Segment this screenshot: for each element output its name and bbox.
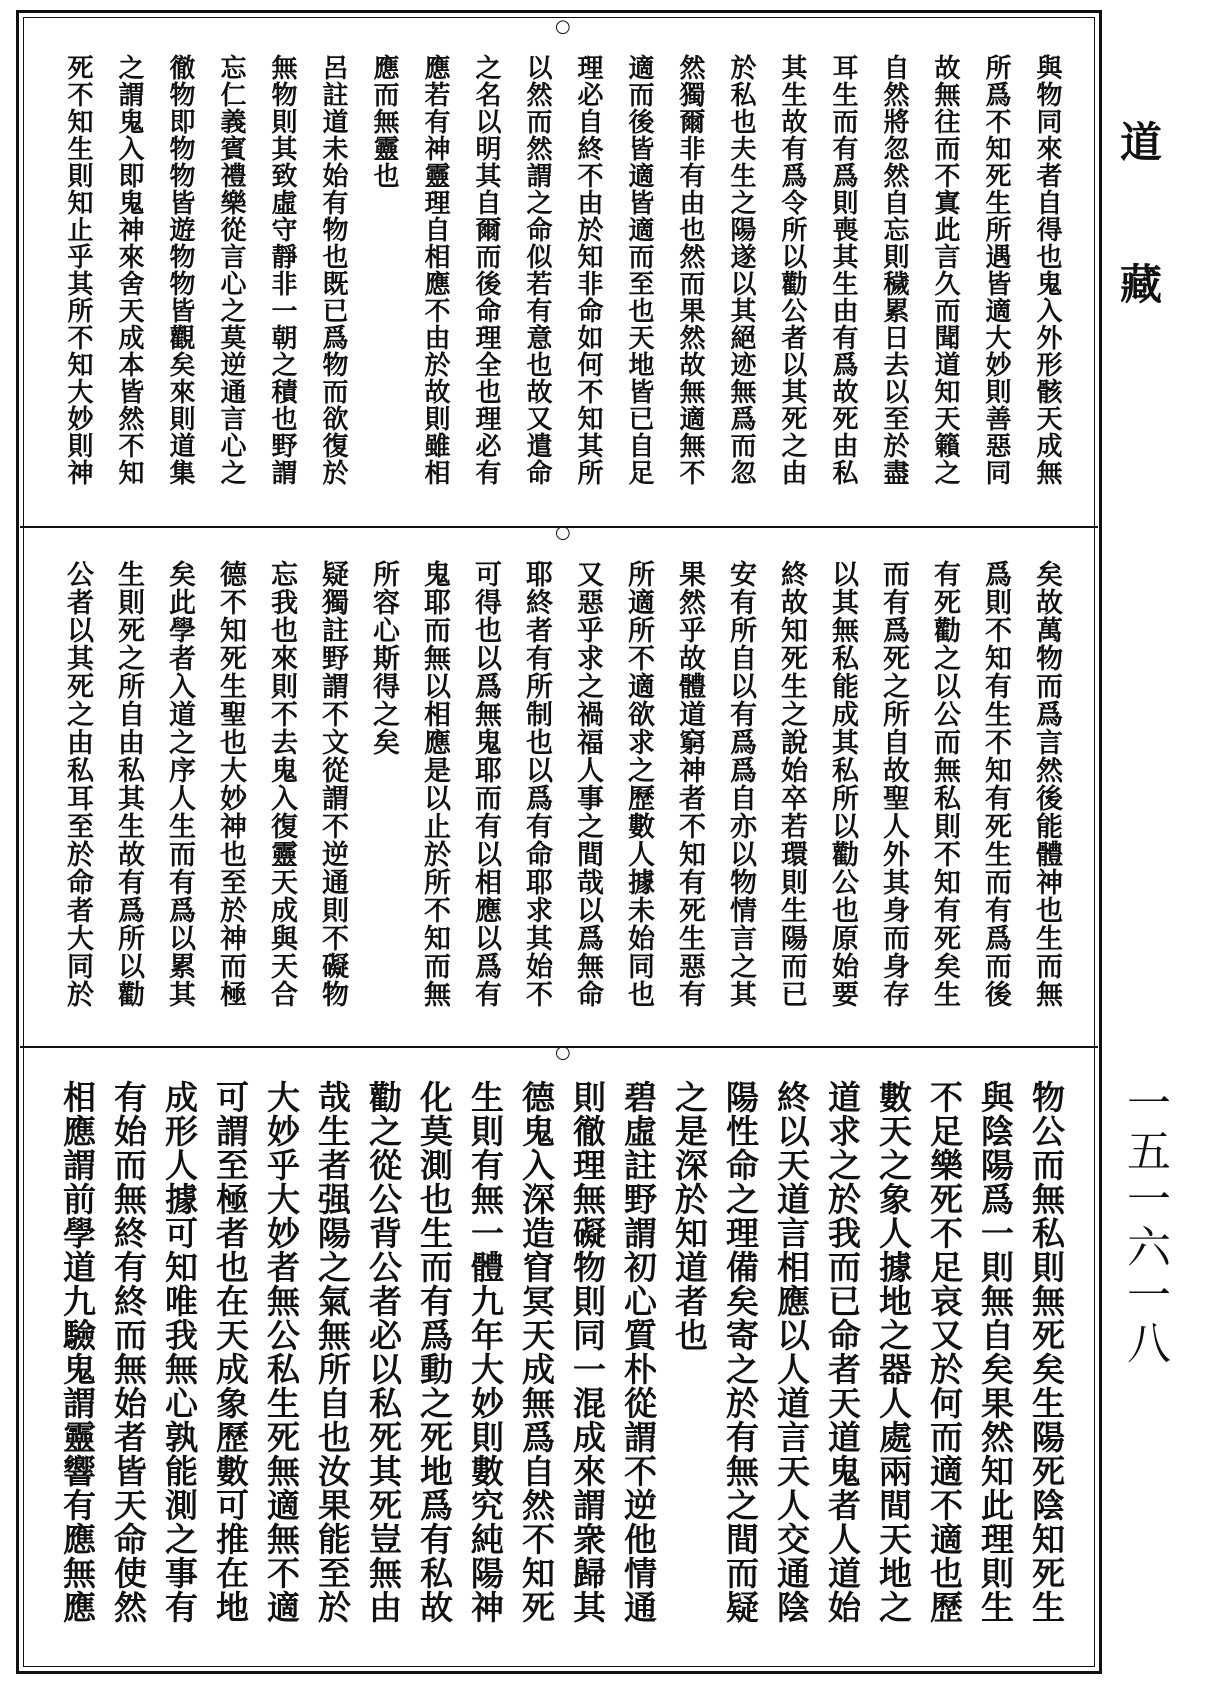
- text-column: 所爲不知死生所遇皆適大妙則善惡同: [981, 54, 1011, 486]
- text-column: 不足樂死不足哀又於何而適不適也歷: [925, 1080, 964, 1624]
- text-column: 忘仁義賓禮樂從言心之莫逆通言心之: [216, 54, 246, 486]
- text-block-2: [20, 522, 1098, 1048]
- text-column: 陽性命之理備矣寄之於有無之間而疑: [721, 1080, 760, 1624]
- text-column: 又惡乎求之禍福人事之間哉以爲無命: [572, 560, 603, 1008]
- text-column: 矣此學者入道之序人生而有爲以累其: [164, 560, 195, 1008]
- text-column: 可謂至極者也在天成象歷數可推在地: [211, 1080, 250, 1624]
- text-column: 所容心斯得之矣: [368, 560, 399, 756]
- text-column: 然獨爾非有由也然而果然故無適無不: [675, 54, 705, 486]
- text-column: 與陰陽爲一則無自矣果然知此理則生: [976, 1080, 1015, 1624]
- text-column: 自然將忽然自忘則穢累日去以至於盡: [879, 54, 909, 486]
- text-column: 終故知死生之說始卒若環則生陽而已: [776, 560, 807, 1008]
- text-column: 呂註道未始有物也既已爲物而欲復於: [318, 54, 348, 486]
- text-column: 應而無靈也: [369, 54, 399, 189]
- text-column: 果然乎故體道窮神者不知有死生惡有: [674, 560, 705, 1008]
- text-column: 理必自終不由於知非命如何不知其所: [573, 54, 603, 486]
- circle-mark: ○: [555, 522, 571, 543]
- text-column: 之是深於知道者也: [670, 1080, 709, 1352]
- text-column: 耶終者有所制也以爲有命耶求其始不: [521, 560, 552, 1008]
- text-column: 疑獨註野謂不文從謂不逆通則不礙物: [317, 560, 348, 1008]
- text-column: 與物同來者自得也鬼入外形骸天成無: [1032, 54, 1062, 486]
- text-column: 以然而然謂之命似若有意也故又遣命: [522, 54, 552, 486]
- text-column: 公者以其死之由私耳至於命者大同於: [62, 560, 93, 1008]
- text-column: 於私也夫生之陽遂以其絕迹無爲而忽: [726, 54, 756, 486]
- text-column: 適而後皆適皆適而至也天地皆已自足: [624, 54, 654, 486]
- text-column: 之謂鬼入即鬼神來舍天成本皆然不知: [114, 54, 144, 486]
- margin-title: 道藏: [1114, 120, 1163, 404]
- page-number: 一五一六一八: [1119, 1080, 1170, 1368]
- text-column: 道求之於我而已命者天道鬼者人道始: [823, 1080, 862, 1624]
- circle-mark: ○: [555, 16, 571, 37]
- text-block-3: [20, 1042, 1098, 1668]
- text-column: 死不知生則知止乎其所不知大妙則神: [63, 54, 93, 486]
- text-column: 數天之象人據地之器人處兩間天地之: [874, 1080, 913, 1624]
- text-column: 生則有無一體九年大妙則數究純陽神: [466, 1080, 505, 1624]
- text-column: 忘我也來則不去鬼入復靈天成與天合: [266, 560, 297, 1008]
- text-column: 哉生者强陽之氣無所自也汝果能至於: [313, 1080, 352, 1624]
- column-group: [52, 54, 1072, 516]
- column-group: [52, 1080, 1072, 1658]
- text-column: 安有所自以有爲爲自亦以物情言之其: [725, 560, 756, 1008]
- text-column: 所適所不適欲求之歷數人據未始同也: [623, 560, 654, 1008]
- column-group: [52, 560, 1072, 1036]
- text-column: 故無往而不寘此言久而聞道知天籟之: [930, 54, 960, 486]
- text-column: 無物則其致虛守靜非一朝之積也野謂: [267, 54, 297, 486]
- text-column: 德鬼入深造窅冥天成無爲自然不知死: [517, 1080, 556, 1624]
- text-column: 生則死之所自由私其生故有爲所以勸: [113, 560, 144, 1008]
- circle-mark: ○: [555, 1042, 571, 1063]
- text-column: 其生故有爲令所以勸公者以其死之由: [777, 54, 807, 486]
- text-column: 物公而無私則無死矣生陽死陰知死生: [1027, 1080, 1066, 1624]
- text-column: 大妙乎大妙者無公私生死無適無不適: [262, 1080, 301, 1624]
- text-column: 有始而無終有終而無始者皆天命使然: [109, 1080, 148, 1624]
- text-column: 碧虛註野謂初心質朴從謂不逆他情通: [619, 1080, 658, 1624]
- text-column: 而有爲死之所自故聖人外其身而身存: [878, 560, 909, 1008]
- text-column: 有死勸之以公而無私則不知有死矣生: [929, 560, 960, 1008]
- text-column: 化莫測也生而有爲動之死地爲有私故: [415, 1080, 454, 1624]
- text-column: 應若有神靈理自相應不由於故則雖相: [420, 54, 450, 486]
- text-block-1: [20, 16, 1098, 528]
- text-column: 鬼耶而無以相應是以止於所不知而無: [419, 560, 450, 1008]
- text-column: 則徹理無礙物則同一混成來謂衆歸其: [568, 1080, 607, 1624]
- text-column: 矣故萬物而爲言然後能體神也生而無: [1031, 560, 1062, 1008]
- text-column: 徹物即物物皆遊物物皆觀矣來則道集: [165, 54, 195, 486]
- text-column: 成形人據可知唯我無心孰能測之事有: [160, 1080, 199, 1624]
- text-column: 勸之從公背公者必以私死其死豈無由: [364, 1080, 403, 1624]
- text-column: 終以天道言相應以人道言天人交通陰: [772, 1080, 811, 1624]
- text-column: 耳生而有爲則喪其生由有爲故死由私: [828, 54, 858, 486]
- text-column: 相應謂前學道九驗鬼謂靈響有應無應: [58, 1080, 97, 1624]
- text-column: 可得也以爲無鬼耶而有以相應以爲有: [470, 560, 501, 1008]
- text-column: 以其無私能成其私所以勸公也原始要: [827, 560, 858, 1008]
- text-column: 德不知死生聖也大妙神也至於神而極: [215, 560, 246, 1008]
- text-column: 之名以明其自爾而後命理全也理必有: [471, 54, 501, 486]
- text-column: 爲則不知有生不知有死生而有爲而後: [980, 560, 1011, 1008]
